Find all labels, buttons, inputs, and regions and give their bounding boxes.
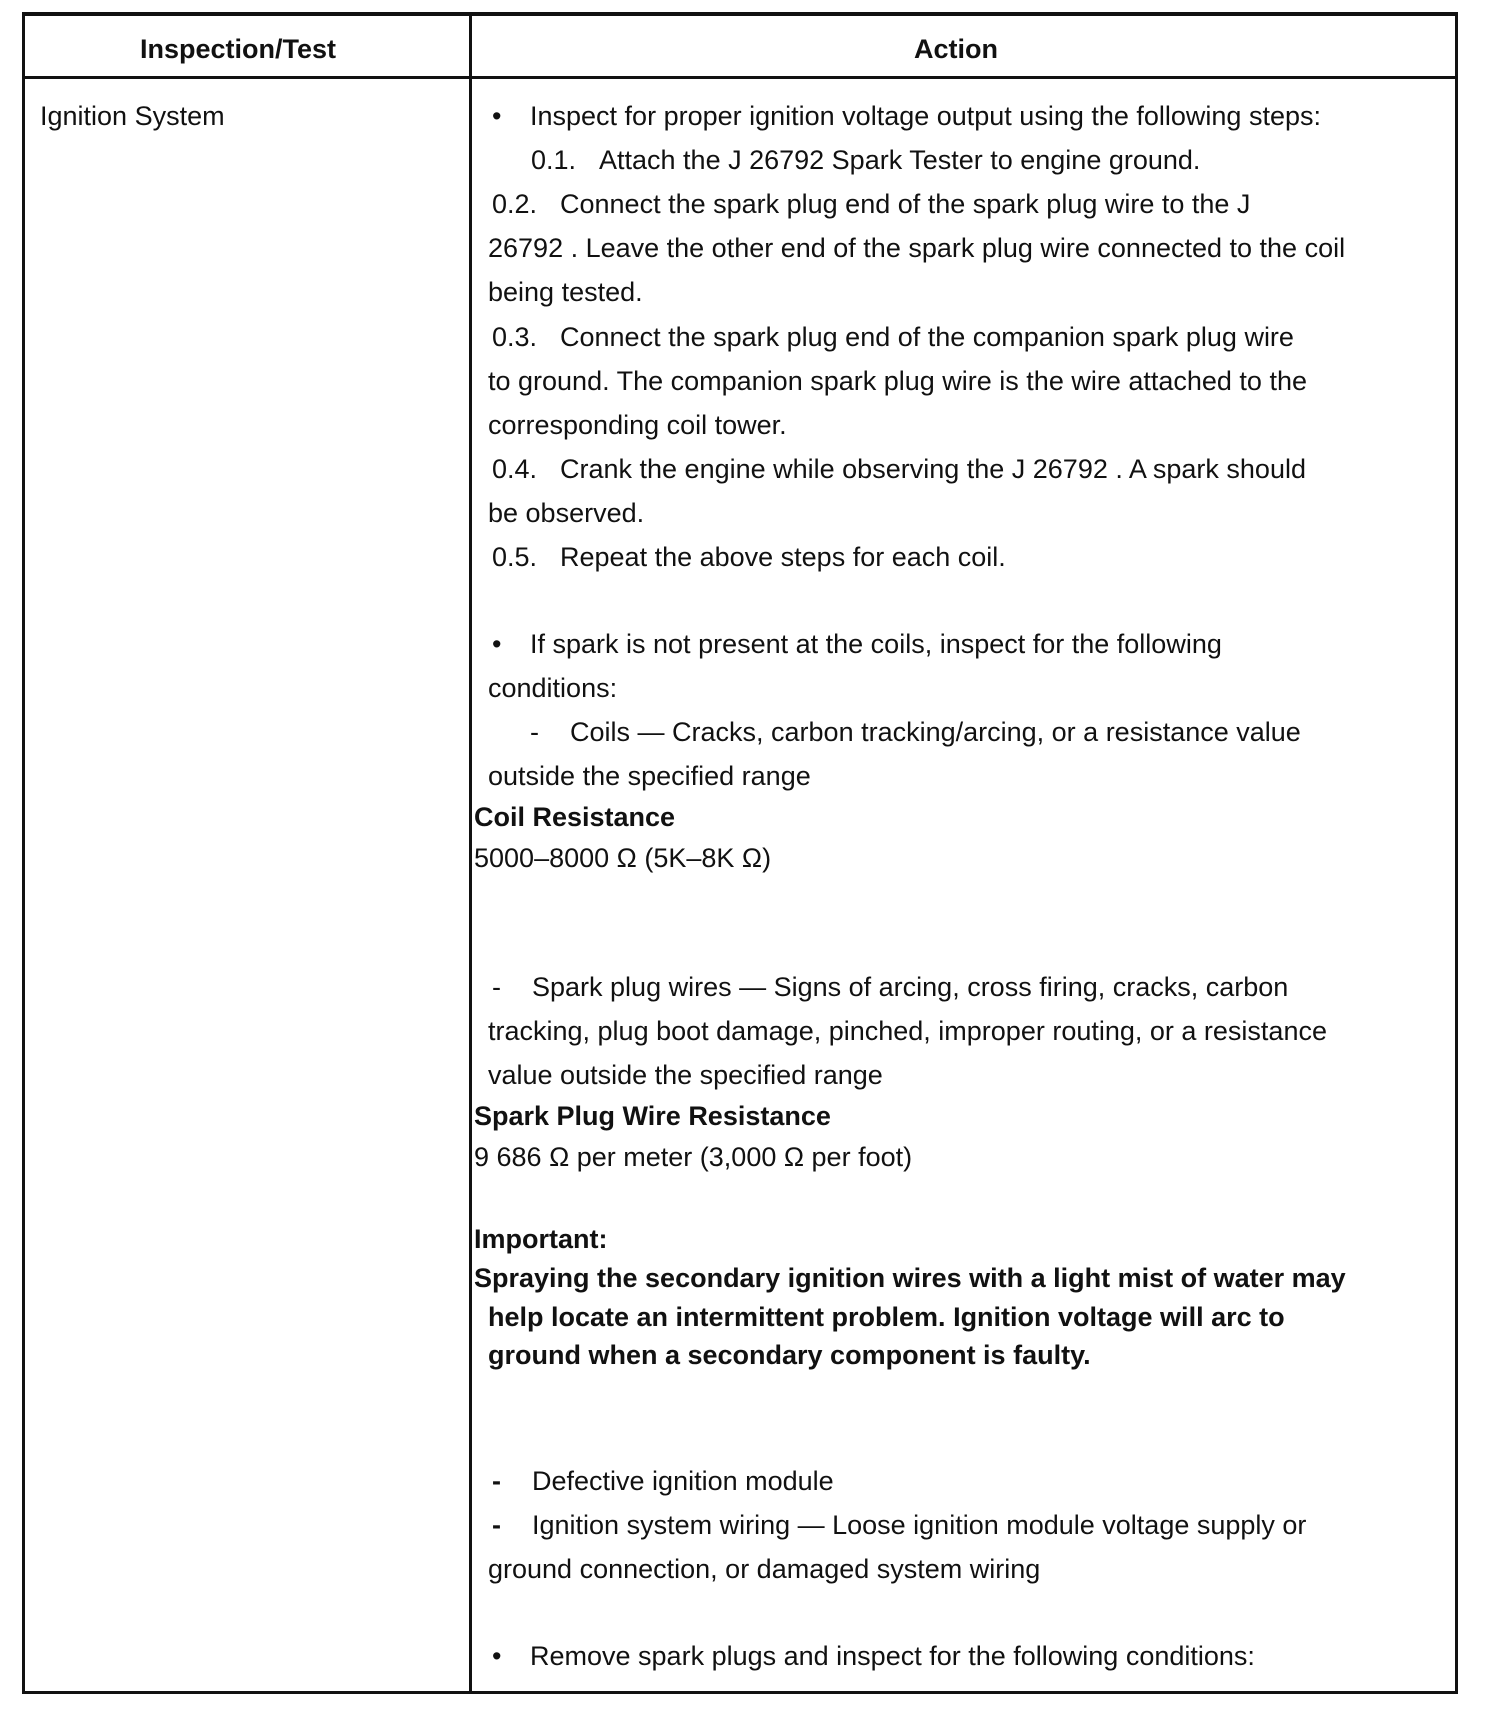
action-line: 26792 . Leave the other end of the spark plug wire connected to the coil (488, 233, 1346, 263)
important-note: Spraying the secondary ignition wires with a light mist of water may (474, 1263, 1346, 1293)
action-line: Remove spark plugs and inspect for the following conditions: (530, 1641, 1255, 1671)
inspection-item: Ignition System (40, 101, 225, 131)
action-line: Coils — Cracks, carbon tracking/arcing, or a resistance value (570, 717, 1301, 747)
dash-marker: - (492, 972, 501, 1002)
table-border-bottom (22, 1691, 1458, 1694)
step-number: 0.1. (531, 145, 577, 175)
spec-label: Spark Plug Wire Resistance (474, 1101, 831, 1131)
dash-marker: - (492, 1466, 501, 1496)
action-line: Defective ignition module (532, 1466, 834, 1496)
action-line: Connect the spark plug end of the spark plug wire to the J (560, 189, 1251, 219)
important-note: ground when a secondary component is faulty. (488, 1340, 1091, 1370)
action-line: Connect the spark plug end of the companion spark plug wire (560, 322, 1294, 352)
step-number: 0.5. (492, 542, 538, 572)
bullet-marker: • (492, 629, 502, 659)
spec-value: 9 686 Ω per meter (3,000 Ω per foot) (474, 1142, 913, 1172)
action-line: corresponding coil tower. (488, 410, 787, 440)
action-line: Repeat the above steps for each coil. (560, 542, 1006, 572)
step-number: 0.2. (492, 189, 538, 219)
spec-value: 5000–8000 Ω (5K–8K Ω) (474, 843, 772, 873)
bullet-marker: • (492, 101, 502, 131)
action-line: Inspect for proper ignition voltage output using the following steps: (530, 101, 1321, 131)
action-line: to ground. The companion spark plug wire is the wire attached to the (488, 366, 1307, 396)
header-inspection-test: Inspection/Test (140, 34, 337, 64)
action-line: outside the specified range (488, 761, 811, 791)
action-line: Ignition system wiring — Loose ignition module voltage supply or (532, 1510, 1307, 1540)
action-line: Spark plug wires — Signs of arcing, cross firing, cracks, carbon (532, 972, 1289, 1002)
action-line: be observed. (488, 498, 645, 528)
header-divider (22, 76, 1458, 79)
action-line: ground connection, or damaged system wiring (488, 1554, 1041, 1584)
column-divider (469, 12, 472, 1694)
bullet-marker: • (492, 1641, 502, 1671)
important-note: help locate an intermittent problem. Ignition voltage will arc to (488, 1302, 1285, 1332)
action-line: value outside the specified range (488, 1060, 883, 1090)
step-number: 0.4. (492, 454, 538, 484)
important-label: Important: (474, 1224, 608, 1254)
dash-marker: - (492, 1510, 501, 1540)
action-line: Attach the J 26792 Spark Tester to engine ground. (599, 145, 1201, 175)
action-line: being tested. (488, 277, 643, 307)
action-line: conditions: (488, 673, 618, 703)
dash-marker: - (530, 717, 539, 747)
table-border-top (22, 12, 1458, 16)
table-border-left (22, 12, 25, 1694)
action-line: If spark is not present at the coils, inspect for the following (530, 629, 1222, 659)
table-border-right (1455, 12, 1458, 1694)
step-number: 0.3. (492, 322, 538, 352)
header-action: Action (914, 34, 998, 64)
action-line: Crank the engine while observing the J 26792 . A spark should (560, 454, 1306, 484)
spec-label: Coil Resistance (474, 802, 676, 832)
action-line: tracking, plug boot damage, pinched, improper routing, or a resistance (488, 1016, 1327, 1046)
